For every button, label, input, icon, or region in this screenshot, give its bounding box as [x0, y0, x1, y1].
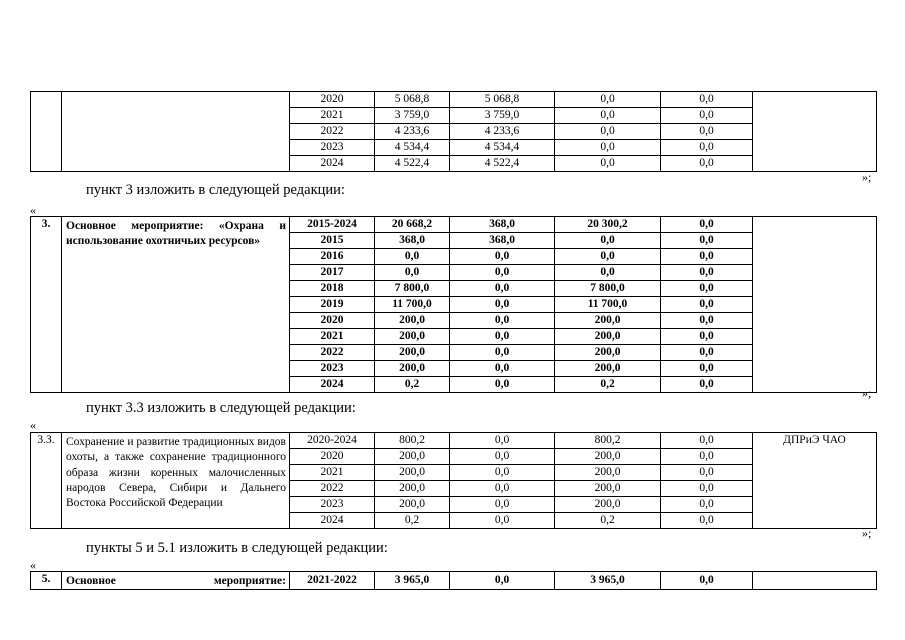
amount-cell: 0,0	[450, 497, 555, 513]
amount-cell: 3 759,0	[375, 108, 450, 124]
amount-cell: 0,0	[661, 513, 753, 529]
amount-cell: 0,0	[661, 233, 753, 249]
item-number: 3.3.	[31, 433, 62, 529]
responsible-executor	[753, 217, 877, 393]
amount-cell: 0,2	[375, 377, 450, 393]
item-description	[62, 92, 290, 172]
open-quote: «	[30, 418, 36, 432]
period-cell: 2021	[290, 108, 375, 124]
amount-cell: 200,0	[555, 449, 661, 465]
amount-cell: 368,0	[375, 233, 450, 249]
period-cell: 2015-2024	[290, 217, 375, 233]
amount-cell: 0,0	[450, 297, 555, 313]
amount-cell: 0,0	[661, 108, 753, 124]
amount-cell: 0,0	[450, 449, 555, 465]
amount-cell: 200,0	[375, 361, 450, 377]
amount-cell: 200,0	[555, 345, 661, 361]
amount-cell: 200,0	[555, 313, 661, 329]
amount-cell: 0,0	[555, 265, 661, 281]
amount-cell: 0,0	[661, 249, 753, 265]
table-row	[31, 217, 877, 233]
table-continuation	[30, 91, 877, 172]
amount-cell: 0,0	[450, 361, 555, 377]
amount-cell: 0,0	[661, 433, 753, 449]
item-description: Основное мероприятие:	[62, 572, 290, 590]
amount-cell: 0,0	[661, 281, 753, 297]
amount-cell: 3 759,0	[450, 108, 555, 124]
responsible-executor	[753, 92, 877, 172]
amount-cell: 20 300,2	[555, 217, 661, 233]
table-row	[31, 572, 877, 590]
amount-cell: 0,0	[661, 572, 753, 590]
amount-cell: 368,0	[450, 233, 555, 249]
amount-cell: 0,0	[375, 249, 450, 265]
paragraph-item-3-3: пункт 3.3 изложить в следующей редакции:	[86, 400, 356, 416]
amount-cell: 0,2	[555, 513, 661, 529]
amount-cell: 0,0	[375, 265, 450, 281]
amount-cell: 0,2	[555, 377, 661, 393]
amount-cell: 0,0	[661, 465, 753, 481]
close-quote: »;	[862, 386, 872, 400]
responsible-executor: ДПРиЭ ЧАО	[753, 433, 877, 529]
amount-cell: 0,0	[661, 345, 753, 361]
item-number	[31, 92, 62, 172]
amount-cell: 11 700,0	[555, 297, 661, 313]
amount-cell: 0,0	[661, 329, 753, 345]
amount-cell: 0,0	[661, 449, 753, 465]
close-quote: »;	[862, 170, 872, 184]
amount-cell: 0,0	[661, 497, 753, 513]
amount-cell: 0,0	[450, 513, 555, 529]
amount-cell: 3 965,0	[375, 572, 450, 590]
table-row	[31, 433, 877, 449]
amount-cell: 200,0	[555, 465, 661, 481]
amount-cell: 0,0	[555, 156, 661, 172]
period-cell: 2015	[290, 233, 375, 249]
amount-cell: 0,0	[450, 249, 555, 265]
amount-cell: 3 965,0	[555, 572, 661, 590]
item-description: Основное мероприятие: «Охрана и использование охотничьих ресурсов»	[62, 217, 290, 393]
period-cell: 2020	[290, 449, 375, 465]
amount-cell: 200,0	[375, 313, 450, 329]
amount-cell: 7 800,0	[555, 281, 661, 297]
period-cell: 2023	[290, 497, 375, 513]
period-cell: 2023	[290, 140, 375, 156]
period-cell: 2022	[290, 124, 375, 140]
amount-cell: 0,0	[661, 92, 753, 108]
amount-cell: 4 522,4	[450, 156, 555, 172]
responsible-executor	[753, 572, 877, 590]
amount-cell: 200,0	[375, 465, 450, 481]
amount-cell: 200,0	[555, 361, 661, 377]
amount-cell: 0,0	[661, 481, 753, 497]
period-cell: 2020	[290, 313, 375, 329]
period-cell: 2017	[290, 265, 375, 281]
item-number: 5.	[31, 572, 62, 590]
period-cell: 2020-2024	[290, 433, 375, 449]
period-cell: 2016	[290, 249, 375, 265]
amount-cell: 0,0	[555, 124, 661, 140]
amount-cell: 368,0	[450, 217, 555, 233]
amount-cell: 0,0	[450, 265, 555, 281]
amount-cell: 20 668,2	[375, 217, 450, 233]
amount-cell: 200,0	[375, 329, 450, 345]
period-cell: 2018	[290, 281, 375, 297]
amount-cell: 0,0	[661, 217, 753, 233]
amount-cell: 0,0	[555, 92, 661, 108]
amount-cell: 200,0	[555, 481, 661, 497]
amount-cell: 800,2	[375, 433, 450, 449]
amount-cell: 0,0	[450, 345, 555, 361]
amount-cell: 0,0	[450, 313, 555, 329]
amount-cell: 4 534,4	[450, 140, 555, 156]
open-quote: «	[30, 203, 36, 217]
amount-cell: 0,0	[555, 108, 661, 124]
amount-cell: 200,0	[375, 449, 450, 465]
amount-cell: 0,0	[555, 140, 661, 156]
amount-cell: 4 534,4	[375, 140, 450, 156]
amount-cell: 0,0	[555, 233, 661, 249]
amount-cell: 0,0	[661, 377, 753, 393]
table-item-3-3	[30, 432, 877, 529]
amount-cell: 4 233,6	[450, 124, 555, 140]
amount-cell: 200,0	[555, 497, 661, 513]
amount-cell: 11 700,0	[375, 297, 450, 313]
amount-cell: 0,0	[450, 572, 555, 590]
amount-cell: 0,2	[375, 513, 450, 529]
paragraph-items-5: пункты 5 и 5.1 изложить в следующей редакции:	[86, 540, 388, 556]
amount-cell: 7 800,0	[375, 281, 450, 297]
amount-cell: 0,0	[450, 433, 555, 449]
amount-cell: 0,0	[661, 297, 753, 313]
amount-cell: 200,0	[375, 497, 450, 513]
period-cell: 2020	[290, 92, 375, 108]
period-cell: 2019	[290, 297, 375, 313]
table-row	[31, 92, 877, 108]
period-cell: 2023	[290, 361, 375, 377]
amount-cell: 0,0	[661, 361, 753, 377]
table-item-3	[30, 216, 877, 393]
period-cell: 2021-2022	[290, 572, 375, 590]
period-cell: 2021	[290, 329, 375, 345]
amount-cell: 0,0	[661, 140, 753, 156]
amount-cell: 5 068,8	[450, 92, 555, 108]
amount-cell: 4 233,6	[375, 124, 450, 140]
close-quote: »;	[862, 526, 872, 540]
period-cell: 2022	[290, 481, 375, 497]
amount-cell: 0,0	[661, 124, 753, 140]
amount-cell: 0,0	[555, 249, 661, 265]
amount-cell: 4 522,4	[375, 156, 450, 172]
item-number: 3.	[31, 217, 62, 393]
period-cell: 2024	[290, 377, 375, 393]
open-quote: «	[30, 558, 36, 572]
amount-cell: 0,0	[450, 377, 555, 393]
period-cell: 2024	[290, 513, 375, 529]
amount-cell: 200,0	[375, 481, 450, 497]
amount-cell: 0,0	[661, 265, 753, 281]
period-cell: 2024	[290, 156, 375, 172]
amount-cell: 5 068,8	[375, 92, 450, 108]
paragraph-item-3: пункт 3 изложить в следующей редакции:	[86, 182, 345, 198]
amount-cell: 0,0	[661, 313, 753, 329]
amount-cell: 0,0	[450, 329, 555, 345]
item-description: Сохранение и развитие традиционных видов охоты, а также сохранение традиционного образа жизни коренных малочисленных народов Севера, Сибири и Дальнего Востока Российской Федерации	[62, 433, 290, 529]
amount-cell: 0,0	[450, 481, 555, 497]
amount-cell: 0,0	[450, 465, 555, 481]
period-cell: 2021	[290, 465, 375, 481]
table-item-5	[30, 571, 877, 590]
period-cell: 2022	[290, 345, 375, 361]
amount-cell: 200,0	[375, 345, 450, 361]
amount-cell: 200,0	[555, 329, 661, 345]
amount-cell: 0,0	[450, 281, 555, 297]
amount-cell: 0,0	[661, 156, 753, 172]
amount-cell: 800,2	[555, 433, 661, 449]
